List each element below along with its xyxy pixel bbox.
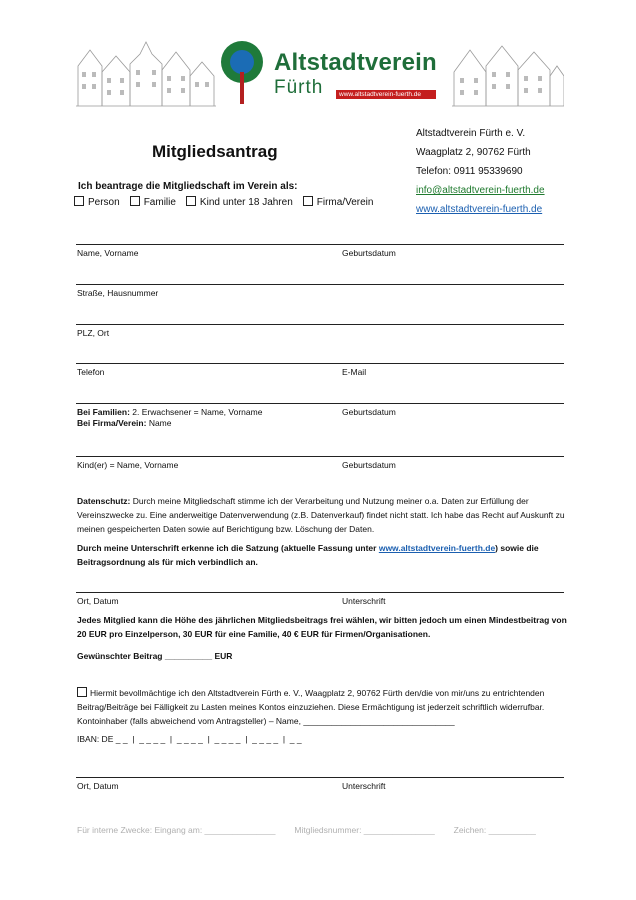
membership-type-options	[74, 196, 383, 208]
sepa-mandate: Hiermit bevollmächtige ich den Altstadtverein Fürth e. V., Waagplatz 2, 90762 Fürth den/die von mir/uns zu entrichtenden Beitrag/Beiträge bei Fälligkeit zu Lasten meines Kontos einzuziehen. Diese Ermächtigung ist jederzeit schriftlich widerrufbar. Kontoinhaber (falls abweichend vom Antragsteller) – Name, ________________________________	[77, 688, 545, 726]
street-label: Straße, Hausnummer	[77, 288, 159, 298]
organisation-address	[416, 124, 545, 219]
header-banner	[76, 36, 564, 108]
internal-use-footer	[77, 825, 536, 835]
checkbox[interactable]	[74, 196, 84, 206]
children-field[interactable]	[76, 456, 564, 486]
signature-label-2: Unterschrift	[342, 781, 386, 791]
contact-field[interactable]	[76, 363, 564, 403]
signature-field-1[interactable]	[76, 592, 564, 612]
name-field[interactable]	[76, 244, 564, 284]
org-name: Altstadtverein Fürth e. V.	[416, 128, 526, 139]
street-field[interactable]	[76, 284, 564, 324]
intake-date: Für interne Zwecke: Eingang am: _______________	[77, 825, 276, 835]
desired-fee-field[interactable]: Gewünschter Beitrag __________ EUR	[77, 651, 233, 661]
org-website-link[interactable]: www.altstadtverein-fuerth.de	[416, 204, 543, 215]
sign-mark: Zeichen: __________	[453, 825, 536, 835]
checkbox[interactable]	[130, 196, 140, 206]
sepa-checkbox[interactable]	[77, 687, 87, 697]
checkbox[interactable]	[303, 196, 313, 206]
tree-logo-icon	[216, 38, 268, 106]
name-label: Name, Vorname	[77, 248, 139, 258]
statutes-statement: Durch meine Unterschrift erkenne ich die Satzung (aktuelle Fassung unter www.altstadtverein-fuerth.de) sowie die Beitragsordnung als für mich verbindlich an.	[77, 543, 539, 567]
company-label: Bei Firma/Verein: Name	[77, 418, 172, 428]
signature-label: Unterschrift	[342, 596, 386, 606]
city-field[interactable]	[76, 324, 564, 364]
family-label: Bei Familien: 2. Erwachsener = Name, Vorname	[77, 407, 263, 417]
email-label: E-Mail	[342, 367, 367, 377]
brand-url[interactable]: www.altstadtverein-fuerth.de	[336, 90, 436, 99]
option-company[interactable]: Firma/Verein	[303, 196, 374, 208]
fee-statement: Jedes Mitglied kann die Höhe des jährlichen Mitgliedsbeitrags frei wählen, wir bitten jedoch um einen Mindestbeitrag von 20 EUR pro Einzelperson, 30 EUR für eine Familie, 40 € EUR für Firmen/Organisationen.	[77, 615, 567, 639]
old-town-illustration-right	[452, 36, 564, 108]
old-town-illustration-left	[76, 36, 216, 108]
option-person[interactable]: Person	[74, 196, 120, 208]
family-company-field[interactable]	[76, 403, 564, 456]
iban-field[interactable]: IBAN: DE _ _ | _ _ _ _ | _ _ _ _ | _ _ _ _ | _ _ _ _ | _ _	[77, 734, 302, 744]
birthdate-label-3: Geburtsdatum	[342, 460, 396, 470]
org-email-link[interactable]: info@altstadtverein-fuerth.de	[416, 185, 545, 196]
org-phone: Telefon: 0911 95339690	[416, 166, 523, 177]
phone-label: Telefon	[77, 367, 105, 377]
statutes-link[interactable]: www.altstadtverein-fuerth.de	[378, 543, 496, 553]
birthdate-label: Geburtsdatum	[342, 248, 396, 258]
place-date-label: Ort, Datum	[77, 596, 119, 606]
org-address: Waagplatz 2, 90762 Fürth	[416, 147, 531, 158]
place-date-label-2: Ort, Datum	[77, 781, 119, 791]
member-number: Mitgliedsnummer: _______________	[294, 825, 435, 835]
signature-field-2[interactable]	[76, 777, 564, 797]
option-child[interactable]: Kind unter 18 Jahren	[186, 196, 293, 208]
children-label: Kind(er) = Name, Vorname	[77, 460, 179, 470]
city-label: PLZ, Ort	[77, 328, 110, 338]
checkbox[interactable]	[186, 196, 196, 206]
membership-intro: Ich beantrage die Mitgliedschaft im Verein als:	[78, 181, 298, 192]
birthdate-label-2: Geburtsdatum	[342, 407, 396, 417]
brand-name: Altstadtverein	[274, 49, 437, 76]
privacy-statement: Datenschutz: Durch meine Mitgliedschaft stimme ich der Verarbeitung und Nutzung meiner o.a. Daten zur Erfüllung der Vereinszwecke zu. Eine anderweitige Datenverwendung (z.B. Datenverkauf) findet nicht statt. Ich habe das Recht auf Auskunft zu meinen gespeicherten Daten sowie auf Berichtigung bzw. Löschung der Daten.	[77, 496, 565, 534]
brand-city: Fürth	[274, 77, 324, 98]
form-title: Mitgliedsantrag	[152, 142, 278, 161]
option-family[interactable]: Familie	[130, 196, 176, 208]
